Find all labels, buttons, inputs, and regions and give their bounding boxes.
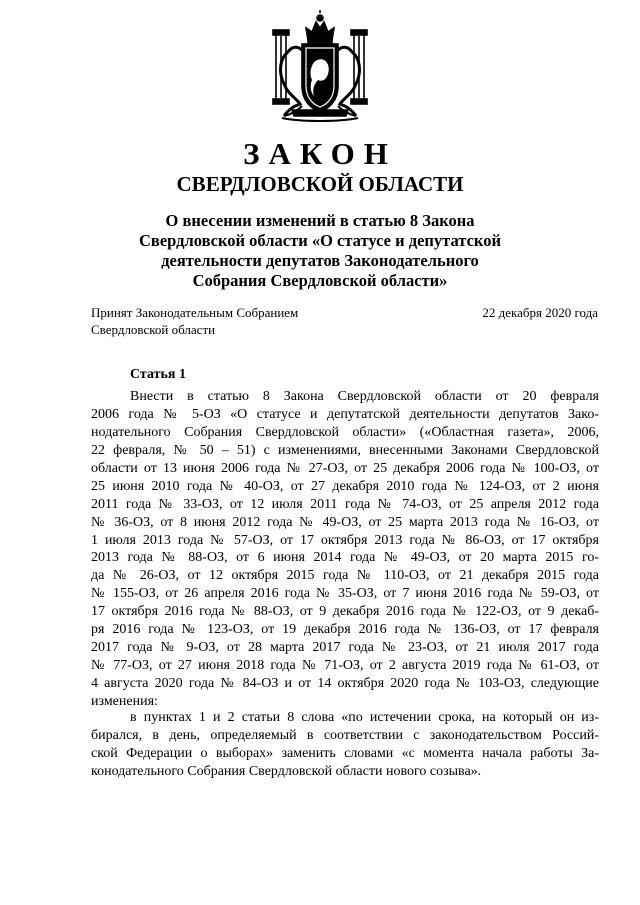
paragraph-line: 17 октября 2016 года № 88-ОЗ, от 9 декабря 2016 года № 122-ОЗ, от 9 декаб-	[91, 604, 599, 620]
sverdlovsk-coat-of-arms-icon	[262, 10, 378, 122]
region-name: СВЕРДЛОВСКОЙ ОБЛАСТИ	[176, 172, 464, 196]
paragraph-line: № 36-ОЗ, от 8 июня 2012 года № 49-ОЗ, от 25 марта 2013 года № 16-ОЗ, от	[91, 514, 599, 530]
paragraph-line: в пунктах 1 и 2 статьи 8 слова «по истечении срока, на который он из-	[130, 710, 599, 725]
paragraph-line: 2017 года № 9-ОЗ, от 28 марта 2017 года № 23-ОЗ, от 21 июля 2017 года	[91, 640, 599, 656]
law-title: ЗАКОН	[243, 136, 397, 171]
paragraph-line: № 77-ОЗ, от 27 июня 2018 года № 71-ОЗ, от 2 августа 2019 года № 61-ОЗ, от	[91, 658, 599, 674]
paragraph-line: бирался, в день, определяемый в соответствии с законодательством Россий-	[91, 727, 599, 743]
adoption-line: Свердловской области	[91, 322, 216, 337]
paragraph-line: области от 13 июня 2006 года № 27-ОЗ, от 25 декабря 2006 года № 100-ОЗ, от	[91, 460, 599, 476]
law-subject	[100, 211, 540, 291]
paragraph-line: конодательного Собрания Свердловской области нового созыва».	[91, 763, 482, 779]
adoption-line: Принят Законодательным Собранием	[91, 305, 299, 320]
article-paragraph-2	[91, 709, 599, 781]
paragraph-line: ря 2016 года № 123-ОЗ, от 19 декабря 2016 года № 136-ОЗ, от 17 февраля	[91, 622, 599, 638]
paragraph-line: № 155-ОЗ, от 26 апреля 2016 года № 35-ОЗ, от 7 июня 2016 года № 59-ОЗ, от	[91, 586, 599, 602]
paragraph-line: 2013 года № 88-ОЗ, от 6 июня 2014 года № 49-ОЗ, от 20 марта 2015 го-	[91, 550, 599, 566]
paragraph-line: нодательного Собрания Свердловской области» («Областная газета», 2006,	[91, 424, 599, 440]
paragraph-line: 25 июня 2010 года № 40-ОЗ, от 27 декабря 2010 года № 124-ОЗ, от 2 июня	[91, 478, 599, 494]
adoption-body	[91, 304, 298, 338]
paragraph-line: 2011 года № 33-ОЗ, от 12 июля 2011 года № 74-ОЗ, от 25 апреля 2012 года	[91, 496, 599, 512]
paragraph-line: 2006 года № 5-ОЗ «О статусе и депутатской деятельности депутатов Зако-	[91, 406, 599, 422]
paragraph-line: 22 февраля, № 50 – 51) с изменениями, внесенными Законами Свердловской	[91, 442, 599, 458]
article-title: Статья 1	[130, 367, 186, 382]
subject-line: Собрания Свердловской области»	[192, 271, 448, 290]
article-paragraph-1	[91, 388, 599, 711]
paragraph-line: 4 августа 2020 года № 84-ОЗ и от 14 октября 2020 года № 103-ОЗ, следующие	[91, 676, 599, 691]
paragraph-line: ской Федерации о выборах» заменить словами «с момента начала работы За-	[91, 745, 599, 761]
paragraph-line: изменения:	[91, 693, 158, 709]
paragraph-line: да № 26-ОЗ, от 12 октября 2015 года № 110-ОЗ, от 21 декабря 2015 года	[91, 568, 599, 584]
subject-line: О внесении изменений в статью 8 Закона	[165, 211, 475, 230]
paragraph-line: 1 июля 2013 года № 57-ОЗ, от 17 октября 2013 года № 86-ОЗ, от 17 октября	[91, 532, 599, 548]
subject-line: деятельности депутатов Законодательного	[161, 251, 479, 270]
paragraph-line: Внести в статью 8 Закона Свердловской области от 20 февраля	[130, 389, 599, 404]
adoption-date: 22 декабря 2020 года	[482, 305, 598, 320]
subject-line: Свердловской области «О статусе и депутатской	[139, 231, 501, 250]
